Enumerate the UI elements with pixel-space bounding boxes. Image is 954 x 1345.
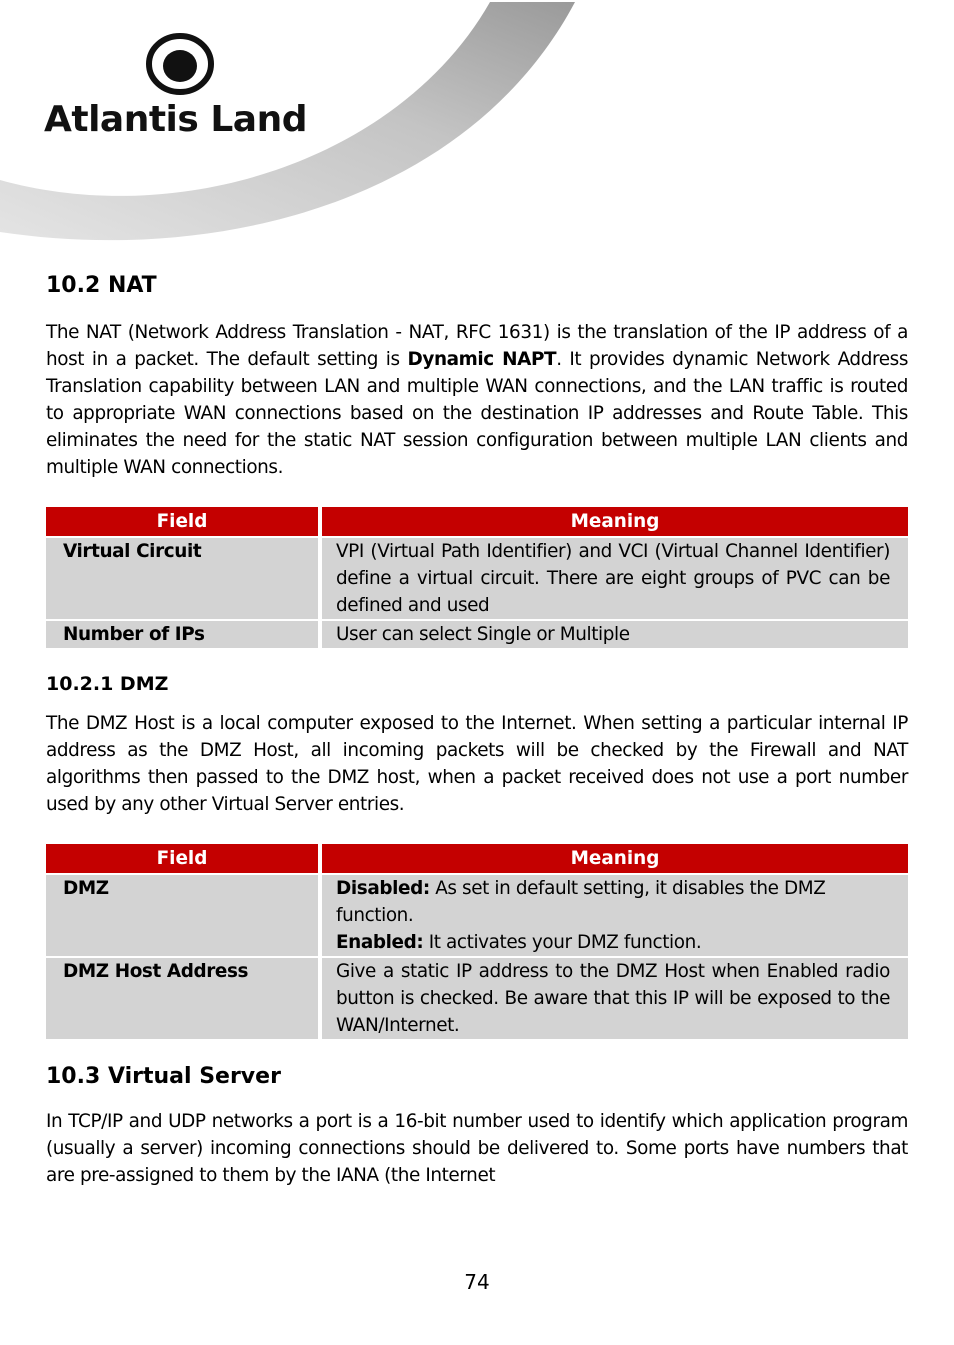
dmz-field-table [46, 844, 908, 1041]
column-header-field: Field [46, 844, 322, 875]
column-header-field: Field [46, 507, 322, 538]
table-row [46, 875, 908, 958]
table-header-row [46, 507, 908, 538]
table-row [46, 538, 908, 621]
logo-wordmark: Atlantis Land [44, 99, 307, 140]
meaning-cell: Disabled: As set in default setting, it disables the DMZ function. Enabled: It activates your DMZ function. [322, 875, 908, 958]
table-row [46, 958, 908, 1041]
section-heading-dmz: 10.2.1 DMZ [46, 672, 169, 695]
virtual-server-paragraph: In TCP/IP and UDP networks a port is a 16-bit number used to identify which application program (usually a server) incoming connections should be delivered to. Some ports have numbers that are pre-assigned to them by the IANA (the Internet [46, 1110, 908, 1186]
field-cell: Number of IPs [46, 621, 322, 650]
nat-paragraph: The NAT (Network Address Translation - NAT, RFC 1631) is the translation of the IP address of a host in a packet. The default setting is Dynamic NAPT. It provides dynamic Network Address Translation capability between LAN and multiple WAN connections, and the LAN traffic is routed to appropriate WAN connections based on the destination IP addresses and Route Table. This eliminates the need for the static NAT session configuration between multiple LAN clients and multiple WAN connections. [46, 321, 909, 478]
field-cell: Virtual Circuit [46, 538, 322, 621]
field-cell: DMZ Host Address [46, 958, 322, 1041]
field-cell: DMZ [46, 875, 322, 958]
nat-field-table [46, 507, 908, 650]
meaning-cell: User can select Single or Multiple [322, 621, 908, 650]
page-number: 74 [464, 1270, 490, 1294]
meaning-cell: VPI (Virtual Path Identifier) and VCI (Virtual Channel Identifier) define a virtual circuit. There are eight groups of PVC can be defined and used [322, 538, 908, 621]
table-header-row [46, 844, 908, 875]
page-content [46, 272, 908, 1215]
default-setting-value: Dynamic NAPT [407, 348, 557, 370]
dmz-paragraph: The DMZ Host is a local computer exposed to the Internet. When setting a particular internal IP address as the DMZ Host, all incoming packets will be checked by the Firewall and NAT algorithms then passed to the DMZ host, when a packet received does not use a port number used by any other Virtual Server entries. [46, 713, 908, 816]
section-heading-nat: 10.2 NAT [46, 273, 157, 298]
column-header-meaning: Meaning [322, 507, 908, 538]
meaning-cell: Give a static IP address to the DMZ Host when Enabled radio button is checked. Be aware that this IP will be exposed to the WAN/Internet. [322, 958, 908, 1041]
section-heading-virtual-server: 10.3 Virtual Server [46, 1064, 281, 1090]
column-header-meaning: Meaning [322, 844, 908, 875]
table-row [46, 621, 908, 650]
